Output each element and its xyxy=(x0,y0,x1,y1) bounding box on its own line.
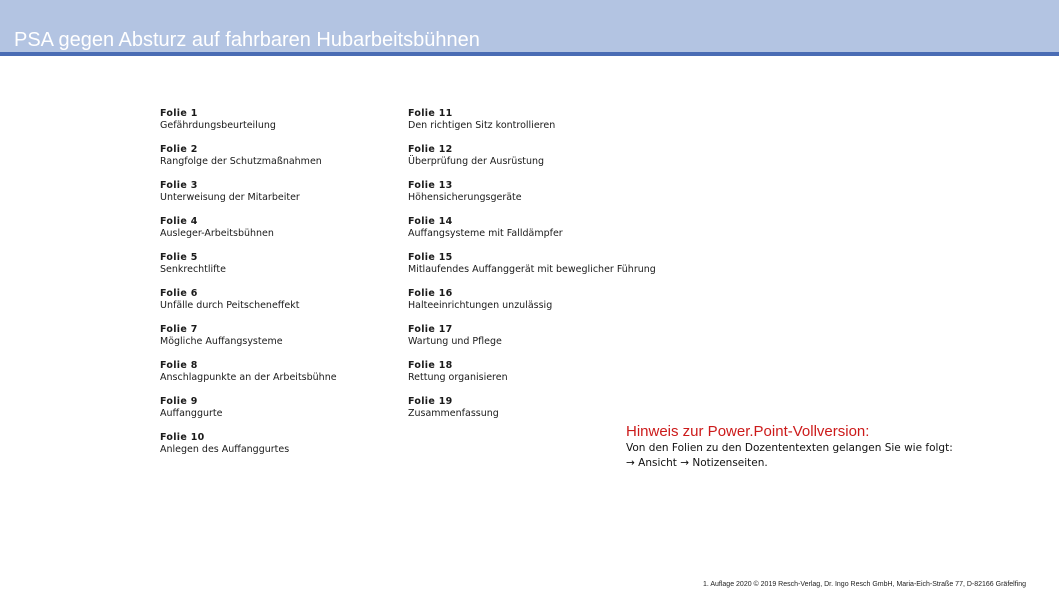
slide-entry xyxy=(160,396,337,432)
slide-number: Folie 2 xyxy=(160,144,198,155)
slide-title: Unterweisung der Mitarbeiter xyxy=(160,192,300,203)
slide-number: Folie 3 xyxy=(160,180,198,191)
powerpoint-note xyxy=(626,423,1046,471)
slide-title: Höhensicherungsgeräte xyxy=(408,192,522,203)
copyright-footer: 1. Auflage 2020 © 2019 Resch-Verlag, Dr. Ingo Resch GmbH, Maria-Eich-Straße 77, D-82166 Gräfelfing xyxy=(702,581,1026,588)
slide-entry xyxy=(408,216,656,252)
title-underline xyxy=(0,52,1059,56)
slide-title: Rangfolge der Schutzmaßnahmen xyxy=(160,156,322,167)
slide-title: Mögliche Auffangsysteme xyxy=(160,336,283,347)
slide-number: Folie 10 xyxy=(160,432,205,443)
note-instruction: Von den Folien zu den Dozententexten gelangen Sie wie folgt: xyxy=(626,442,953,454)
slide-entry xyxy=(160,288,337,324)
slide-title: Den richtigen Sitz kontrollieren xyxy=(408,120,556,131)
slide-title: Überprüfung der Ausrüstung xyxy=(408,156,545,167)
slide-entry xyxy=(160,432,337,468)
slide-title: Ausleger-Arbeitsbühnen xyxy=(160,228,274,239)
slide-title: Anlegen des Auffanggurtes xyxy=(160,444,290,455)
slide-entry xyxy=(160,216,337,252)
slide-entry xyxy=(408,324,656,360)
slide-title: Auffangsysteme mit Falldämpfer xyxy=(408,228,563,239)
slide-number: Folie 14 xyxy=(408,216,453,227)
slide-number: Folie 9 xyxy=(160,396,198,407)
slide-title: Mitlaufendes Auffanggerät mit beweglicher Führung xyxy=(408,264,656,275)
slide-entry xyxy=(408,252,656,288)
slide-number: Folie 12 xyxy=(408,144,453,155)
slide-list-left xyxy=(160,108,337,468)
slide-number: Folie 1 xyxy=(160,108,198,119)
title-bar xyxy=(0,0,1059,54)
slide-entry xyxy=(160,324,337,360)
slide-number: Folie 8 xyxy=(160,360,198,371)
slide-number: Folie 11 xyxy=(408,108,453,119)
slide-title: Unfälle durch Peitscheneffekt xyxy=(160,300,300,311)
slide-number: Folie 17 xyxy=(408,324,453,335)
slide-number: Folie 16 xyxy=(408,288,453,299)
page-title: PSA gegen Absturz auf fahrbaren Hubarbeitsbühnen xyxy=(14,29,480,51)
slide-number: Folie 5 xyxy=(160,252,198,263)
note-path: → Ansicht → Notizenseiten. xyxy=(626,457,768,469)
slide-entry xyxy=(408,288,656,324)
slide-number: Folie 15 xyxy=(408,252,453,263)
slide-title: Zusammenfassung xyxy=(408,408,499,419)
slide-title: Rettung organisieren xyxy=(408,372,508,383)
slide-entry xyxy=(160,252,337,288)
slide-entry xyxy=(408,396,656,432)
slide-number: Folie 18 xyxy=(408,360,453,371)
slide-number: Folie 13 xyxy=(408,180,453,191)
note-title: Hinweis zur Power.Point-Vollversion: xyxy=(626,423,870,440)
slide-entry xyxy=(160,108,337,144)
slide-title: Anschlagpunkte an der Arbeitsbühne xyxy=(160,372,337,383)
slide-title: Gefährdungsbeurteilung xyxy=(160,120,276,131)
slide-entry xyxy=(408,144,656,180)
slide-title: Halteeinrichtungen unzulässig xyxy=(408,300,553,311)
slide-title: Auffanggurte xyxy=(160,408,223,419)
slide-number: Folie 4 xyxy=(160,216,198,227)
slide-entry xyxy=(408,108,656,144)
slide-number: Folie 7 xyxy=(160,324,198,335)
slide-entry xyxy=(160,360,337,396)
slide-title: Wartung und Pflege xyxy=(408,336,502,347)
slide-entry xyxy=(160,144,337,180)
slide-title: Senkrechtlifte xyxy=(160,264,226,275)
slide-list-right xyxy=(408,108,656,432)
slide-number: Folie 19 xyxy=(408,396,453,407)
slide-entry xyxy=(160,180,337,216)
slide-entry xyxy=(408,180,656,216)
slide-entry xyxy=(408,360,656,396)
slide-number: Folie 6 xyxy=(160,288,198,299)
